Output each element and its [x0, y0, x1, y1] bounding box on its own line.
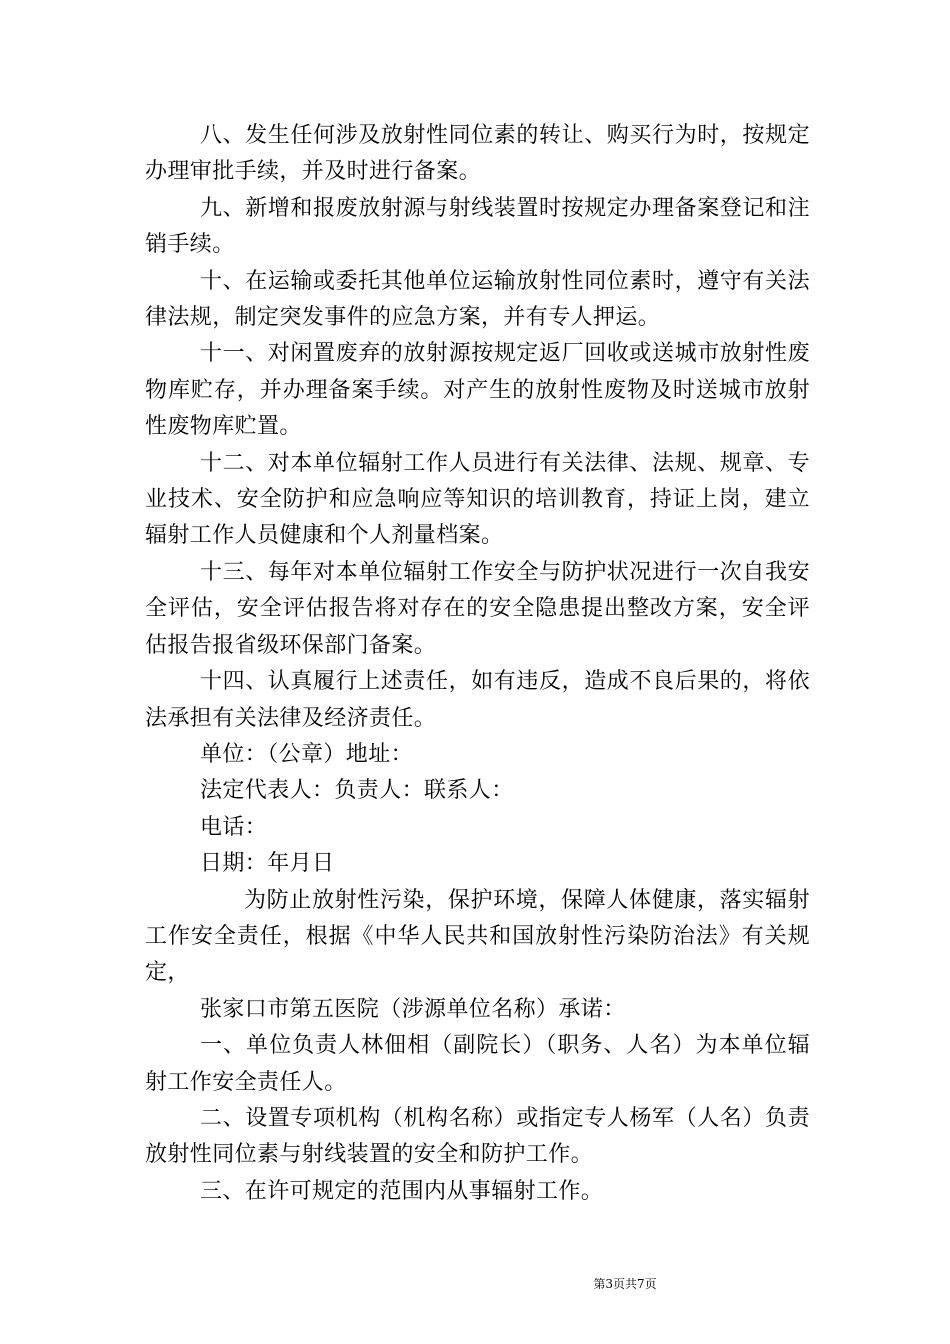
paragraph-item-9: 九、新增和报废放射源与射线装置时按规定办理备案登记和注销手续。 — [145, 195, 810, 258]
signature-representatives: 法定代表人：负责人：联系人： — [200, 778, 514, 804]
paragraph-item-12: 十二、对本单位辐射工作人员进行有关法律、法规、规章、专业技术、安全防护和应急响应等知识的培训教育，持证上岗，建立辐射工作人员健康和个人剂量档案。 — [145, 450, 810, 549]
page-footer — [0, 1276, 950, 1292]
document-body — [145, 118, 810, 1210]
commitment-intro: 张家口市第五医院（涉源单位名称）承诺： — [200, 996, 626, 1022]
commitment-item-3: 三、在许可规定的范围内从事辐射工作。 — [200, 1178, 604, 1204]
signature-unit: 单位：（公章）地址： — [200, 741, 414, 767]
paragraph-item-13: 十三、每年对本单位辐射工作安全与防护状况进行一次自我安全评估，安全评估报告将对存在的安全隐患提出整改方案，安全评估报告报省级环保部门备案。 — [145, 559, 810, 658]
commitment-item-2: 二、设置专项机构（机构名称）或指定专人杨军（人名）负责放射性同位素与射线装置的安全和防护工作。 — [145, 1105, 810, 1168]
signature-date: 日期：年月日 — [200, 851, 335, 877]
preamble-paragraph: 为防止放射性污染，保护环境，保障人体健康，落实辐射工作安全责任，根据《中华人民共和国放射性污染防治法》有关规定， — [145, 887, 810, 986]
paragraph-item-10: 十、在运输或委托其他单位运输放射性同位素时，遵守有关法律法规，制定突发事件的应急方案，并有专人押运。 — [145, 268, 810, 331]
page-number-label: 第3页共7页 — [593, 1277, 657, 1291]
paragraph-item-8: 八、发生任何涉及放射性同位素的转让、购买行为时，按规定办理审批手续，并及时进行备案。 — [145, 123, 810, 185]
commitment-item-1: 一、单位负责人林佃相（副院长）（职务、人名）为本单位辐射工作安全责任人。 — [145, 1033, 810, 1095]
paragraph-item-11: 十一、对闲置废弃的放射源按规定返厂回收或送城市放射性废物库贮存，并办理备案手续。对产生的放射性废物及时送城市放射性废物库贮置。 — [145, 341, 810, 440]
paragraph-item-14: 十四、认真履行上述责任，如有违反，造成不良后果的，将依法承担有关法律及经济责任。 — [145, 669, 810, 731]
signature-phone: 电话： — [200, 814, 268, 840]
